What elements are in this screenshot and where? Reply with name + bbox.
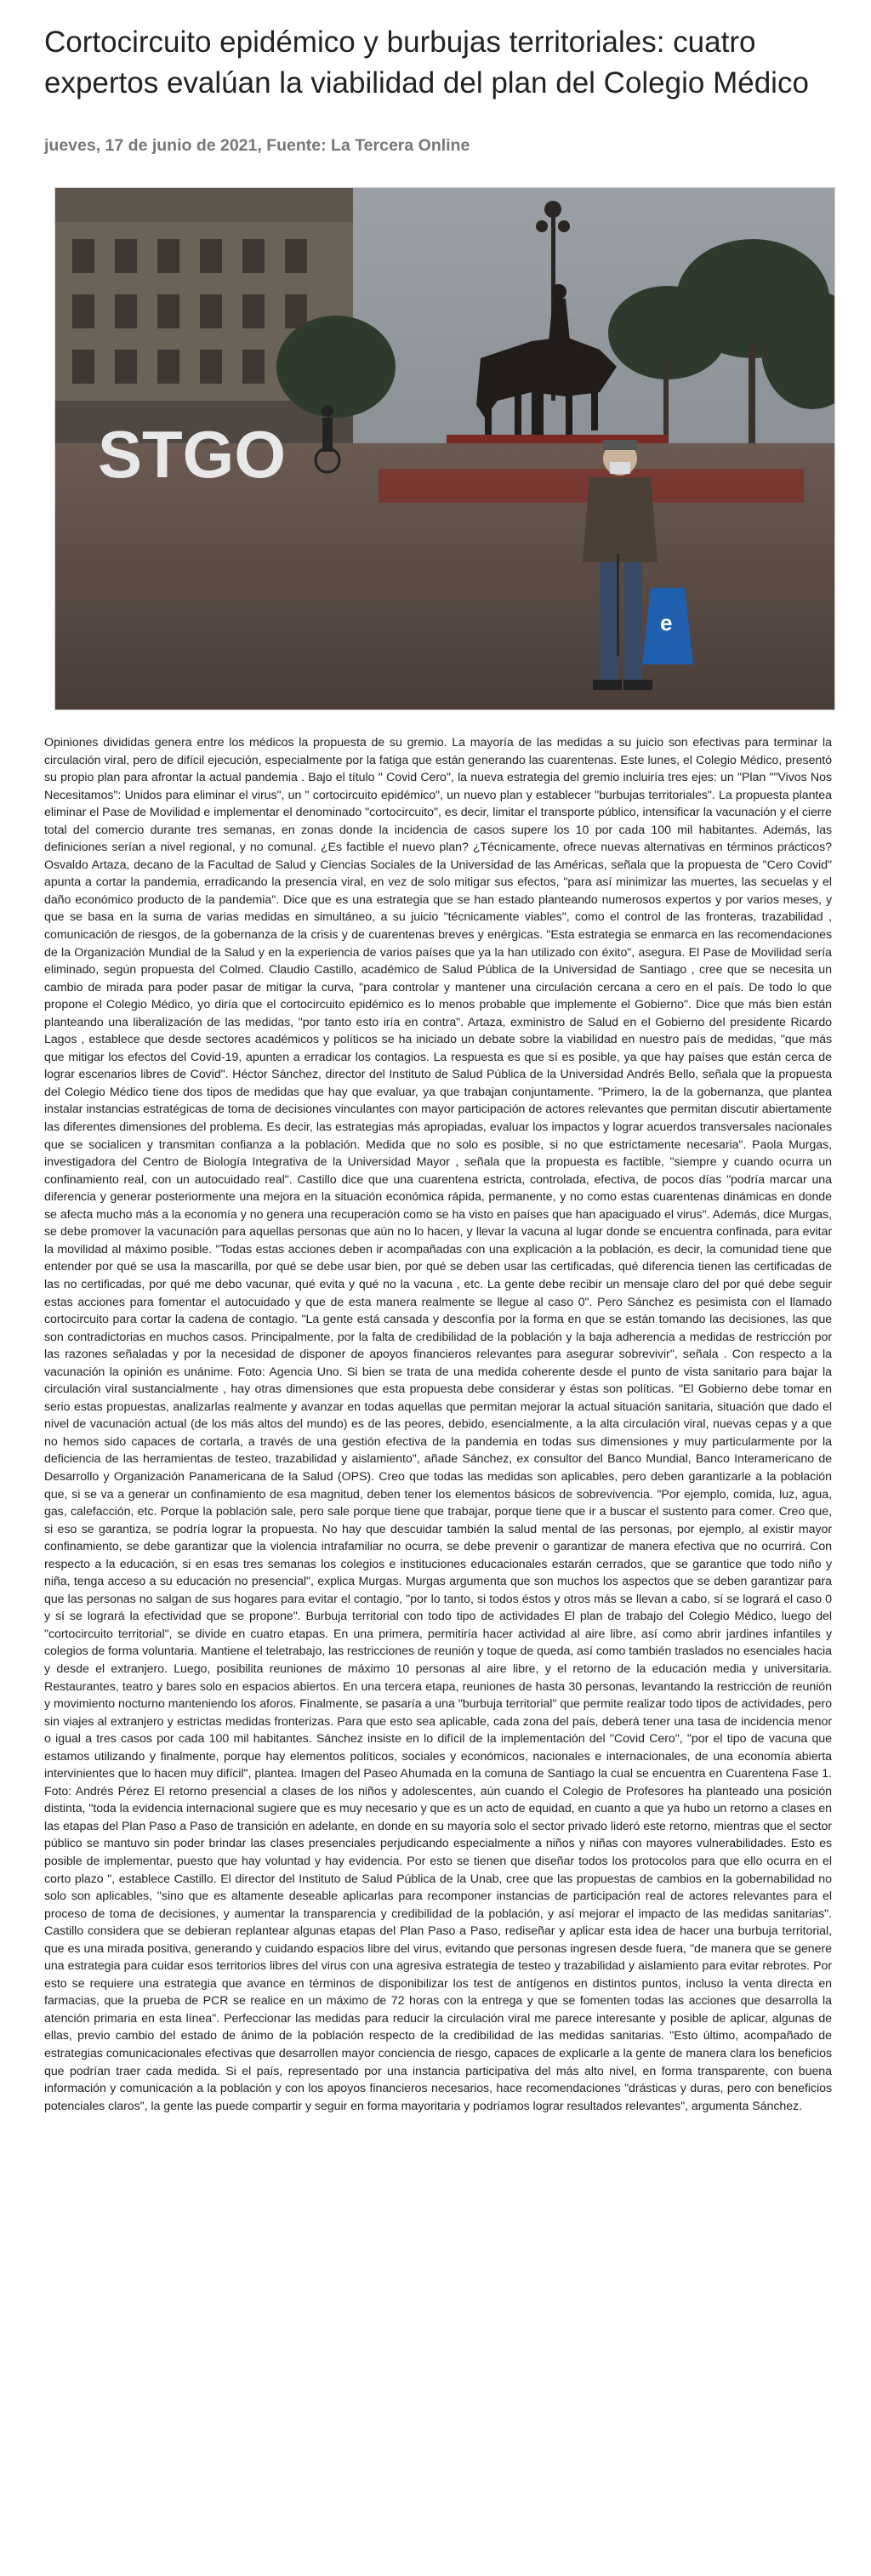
article-date-source: jueves, 17 de junio de 2021, Fuente: La Tercera Online <box>44 136 470 155</box>
article-body: Opiniones divididas genera entre los médicos la propuesta de su gremio. La mayoría de las medidas a su juicio son efectivas para terminar la circulación viral, pero de difícil ejecución, especialmente por la fatiga que están generando las cuarentenas. Este lunes, el Colegio Médico, presentó su propio plan para afrontar la actual pandemia . Bajo el título " Covid Cero", la nueva estrategia del gremio incluiría tres ejes: un "Plan ""Vivos Nos Necesitamos": Unidos para eliminar el virus", un " cortocircuito epidémico", un nuevo plan y establecer "burbujas territoriales". La propuesta plantea eliminar el Pase de Movilidad e implementar el denominado "cortocircuito", es decir, limitar el transporte público, intensificar la vacunación y el cierre total del comercio durante tres semanas, en zonas donde la incidencia de casos supere los 10 por cada 100 mil habitantes. Además, las definiciones serían a nivel regional, y no comunal. ¿Es factible el nuevo plan? ¿Técnicamente, ofrece nuevas alternativas en términos prácticos? Osvaldo Artaza, decano de la Facultad de Salud y Ciencias Sociales de la Universidad de las Américas, señala que la propuesta de "Cero Covid" apunta a cortar la pandemia, erradicando la presencia viral, en vez de solo mitigar sus efectos, "para así minimizar las muertes, las secuelas y el daño económico producto de la pandemia". Dice que es una estrategia que se han estado planteando numerosos expertos y por varios meses, y que se basa en la suma de varias medidas en simultáneo, a su juicio "técnicamente viables", como el control de las fronteras, trazabilidad , comunicación de riesgos, de la gobernanza de la crisis y de cuarentenas breves y enérgicas. "Esta estrategia se enmarca en las recomendaciones de la Organización Mundial de la Salud y en la experiencia de varios países que ya la han utilizado con éxito", asegura. El Pase de Movilidad sería eliminado, según propuesta del Colmed. Claudio Castillo, académico de Salud Pública de la Universidad de Santiago , cree que se necesita un cambio de mirada para poder pasar de mitigar la curva, "para controlar y mantener una circulación cercana a cero en el país. De todo lo que propone el Colegio Médico, yo diría que el cortocircuito epidémico es lo menos probable que implemente el Gobierno". Dice que más bien están planteando una liberalización de las medidas, "por tanto esto iría en contra". Artaza, exministro de Salud en el Gobierno del presidente Ricardo Lagos , establece que desde sectores académicos y políticos se ha iniciado un debate sobre la viabilidad en nuestro país de medidas, "que más que mitigar los efectos del Covid-19, apunten a erradicar los contagios. La respuesta es que sí es posible, ya que hay países que están cerca de lograr escenarios libres de Covid". Héctor Sánchez, director del Instituto de Salud Pública de la Universidad Andrés Bello, señala que la propuesta del Colegio Médico tiene dos tipos de medidas que hay que evaluar, ya que trabajan conjuntamente. "Primero, la de la gobernanza, que plantea instalar instancias estratégicas de toma de decisiones vinculantes con mayor participación de actores relevantes que permitan discutir abiertamente las diferentes dimensiones del problema. Es decir, las estrategias más apropiadas, evaluar los impactos y lograr acuerdos transversales nacionales que se socialicen y transmitan confianza a la población. Medida que no solo es posible, si no que estrictamente necesaria". Paola Murgas, investigadora del Centro de Biología Integrativa de la Universidad Mayor , señala que la propuesta es factible, "siempre y cuando ocurra un confinamiento real, con un autocuidado real". Castillo dice que una cuarentena estricta, controlada, efectiva, de pocos días "podría marcar una diferencia y generar posteriormente una mejora en la situación económica rápida, permanente, y no como estas cuarentenas dinámicas en donde se afecta mucho más a la economía y no genera una recuperación como se ha visto en países que han apaciguado el virus". Además, dice Murgas, se debe promover la vacunación para aquellas personas que aún no lo hacen, y llevar la vacuna al lugar donde se encuentra confinada, para evitar la movilidad al máximo posible. "Todas estas acciones deben ir acompañadas con una explicación a la población, es decir, la comunidad tiene que entender por qué se usa la mascarilla, por qué se debe usar bien, por qué se deben usar las certificadas, qué diferencia tienen las certificadas de las no certificadas, por qué me debo vacunar, qué evita y qué no la vacuna , etc. La gente debe recibir un mensaje claro del por qué debe seguir estas acciones para fomentar el autocuidado y que de esta manera realmente se llegue al caso 0". Pero Sánchez es pesimista con el llamado cortocircuito para cortar la cadena de contagio. "La gente está cansada y desconfía por la forma en que se están tomando las decisiones, las que son contradictorias en muchos casos. Principalmente, por la falta de credibilidad de la población y la baja adherencia a medidas de restricción por las razones señaladas y por la necesidad de disponer de apoyos financieros relevantes para asegurar sobrevivir", señala . Con respecto a la vacunación la opinión es unánime. Foto: Agencia Uno. Si bien se trata de una medida coherente desde el punto de vista sanitario para bajar la circulación viral sustancialmente , hay otras dimensiones que esta propuesta debe considerar y éstas son políticas. "El Gobierno debe tomar en serio estas propuestas, analizarlas realmente y avanzar en todas aquellas que permitan mejorar la actual situación sanitaria, situación que dado el nivel de vacunación actual (de los más altos del mundo) es de las peores, debido, esencialmente, a la alta circulación viral, nuevas cepas y a que no hemos sido capaces de cortarla, a través de una gestión efectiva de la pandemia en todas sus dimensiones y muy particularmente por la deficiencia de las herramientas de testeo, trazabilidad y aislamiento", añade Sánchez, ex consultor del Banco Mundial, Banco Interamericano de Desarrollo y Organización Panamericana de la Salud (OPS). Creo que todas las medidas son aplicables, pero deben garantizarle a la población que, si se va a generar un confinamiento de esa magnitud, deben tener los elementos básicos de sobrevivencia. "Por ejemplo, comida, luz, agua, gas, calefacción, etc. Porque la población sale, pero sale porque tiene que trabajar, porque tiene que ir a buscar el sustento para comer. Creo que, si eso se garantiza, se podría lograr la propuesta. No hay que descuidar también la salud mental de las personas, por ejemplo, al existir mayor confinamiento, se debe garantizar que la violencia intrafamiliar no ocurra, se debe prevenir o garantizar de manera efectiva que no ocurrirá. Con respecto a la educación, si en esas tres semanas los colegios e instituciones educacionales estarán cerrados, que se garantice que todo niño y niña, tenga acceso a su educación no presencial", explica Murgas. Murgas argumenta que son muchos los aspectos que se deben garantizar para que las personas no salgan de sus hogares para evitar el contagio, "por lo tanto, si todos éstos y otros más se llevan a cabo, sí se logrará el caso 0 y sí se logrará la efectividad que se propone". Burbuja territorial con todo tipo de actividades El plan de trabajo del Colegio Médico, luego del "cortocircuito territorial", se divide en cuatro etapas. En una primera, permitiría hacer actividad al aire libre, así como abrir jardines infantiles y colegios de forma voluntaria. Mantiene el teletrabajo, las restricciones de reunión y toque de queda, así como también traslados no esenciales hacia y desde el extranjero. Luego, posibilita reuniones de máximo 10 personas al aire libre, y el retorno de la educación media y universitaria. Restaurantes, teatro y bares solo en espacios abiertos. En una tercera etapa, reuniones de hasta 30 personas, levantando la restricción de reunión y movimiento nocturno manteniendo los aforos. Finalmente, se pasaría a una "burbuja territorial" que permite realizar todo tipos de actividades, pero sin viajes al extranjero y estrictas medidas fronterizas. Para que esto sea aplicable, cada zona del país, deberá tener una tasa de incidencia menor o igual a tres casos por cada 100 mil habitantes. Sánchez insiste en lo difícil de la implementación del "Covid Cero", "por el tipo de vacuna que estamos utilizando y finalmente, porque hay elementos políticos, sociales y económicos, nacionales e internacionales, de una economía abierta intervinientes que lo hacen muy difícil", plantea. Imagen del Paseo Ahumada en la comuna de Santiago la cual se encuentra en Cuarentena Fase 1. Foto: Andrés Pérez El retorno presencial a clases de los niños y adolescentes, aún cuando el Colegio de Profesores ha planteado una posición distinta, "toda la evidencia internacional sugiere que es muy necesario y que es un acto de equidad, en cuanto a que ya hubo un retorno a clases en las etapas del Plan Paso a Paso de transición en adelante, en donde en su mayoría solo el sector privado lideró este retorno, mientras que el sector público se mantuvo sin poder brindar las clases presenciales perjudicando especialmente a niños y niñas con mayores vulnerabilidades. Esto es posible de implementar, puesto que hay voluntad y hay evidencia. Por esto se tienen que diseñar todos los protocolos para que ello ocurra en el corto plazo ", establece Castillo. El director del Instituto de Salud Pública de la Unab, cree que las propuestas de cambios en la gobernabilidad no solo son aplicables, "sino que es altamente deseable aplicarlas para recomponer instancias de participación real de actores relevantes para el proceso de toma de decisiones, y aumentar la transparencia y credibilidad de la población, y así mejorar el impacto de las medidas sanitarias". Castillo considera que se debieran replantear algunas etapas del Plan Paso a Paso, rediseñar y aplicar esta idea de hacer una burbuja territorial, que es una mirada positiva, generando y cuidando espacios libre del virus, evitando que personas ingresen desde fuera, "de manera que se genere una estrategia para cuidar esos territorios libres del virus con una agresiva estrategia de testeo y trazabilidad y aislamiento para evitar rebrotes. Por esto se requiere una estrategia que avance en términos de disponibilizar los test de antígenos en distintos puntos, incluso la venta directa en farmacias, que la prueba de PCR se realice en un máximo de 72 horas con la entrega y que se fomenten todas las acciones que desarrolla la atención primaria en esta línea". Perfeccionar las medidas para reducir la circulación viral me parece interesante y posible de aplicar, algunas de ellas, previo cambio del estado de ánimo de la población respecto de la credibilidad de las medidas sanitarias. "Esto último, acompañado de estrategias comunicacionales efectivas que desarrollen mayor conciencia de riesgo, capaces de explicarle a la gente de manera clara los beneficios que podrían traer cada medida. Si el país, representado por una instancia participativa del más alto nivel, en forma transparente, con buena información y comunicación a la población y con los apoyos financieros necesarios, hace recomendaciones "drásticas y duras, pero con beneficios potenciales claros", la gente las puede compartir y seguir en forma mayoritaria y podríamos lograr resultados relevantes", argumenta Sánchez. <box>44 736 832 2113</box>
photo-blue-bag <box>642 588 693 664</box>
photo-bag-logo: e <box>660 610 673 635</box>
article-photo <box>54 187 835 710</box>
article-title: Cortocircuito epidémico y burbujas territoriales: cuatro expertos evalúan la viabilidad del plan del Colegio Médico <box>44 26 809 100</box>
photo-stgo-sign: STGO <box>98 417 287 492</box>
